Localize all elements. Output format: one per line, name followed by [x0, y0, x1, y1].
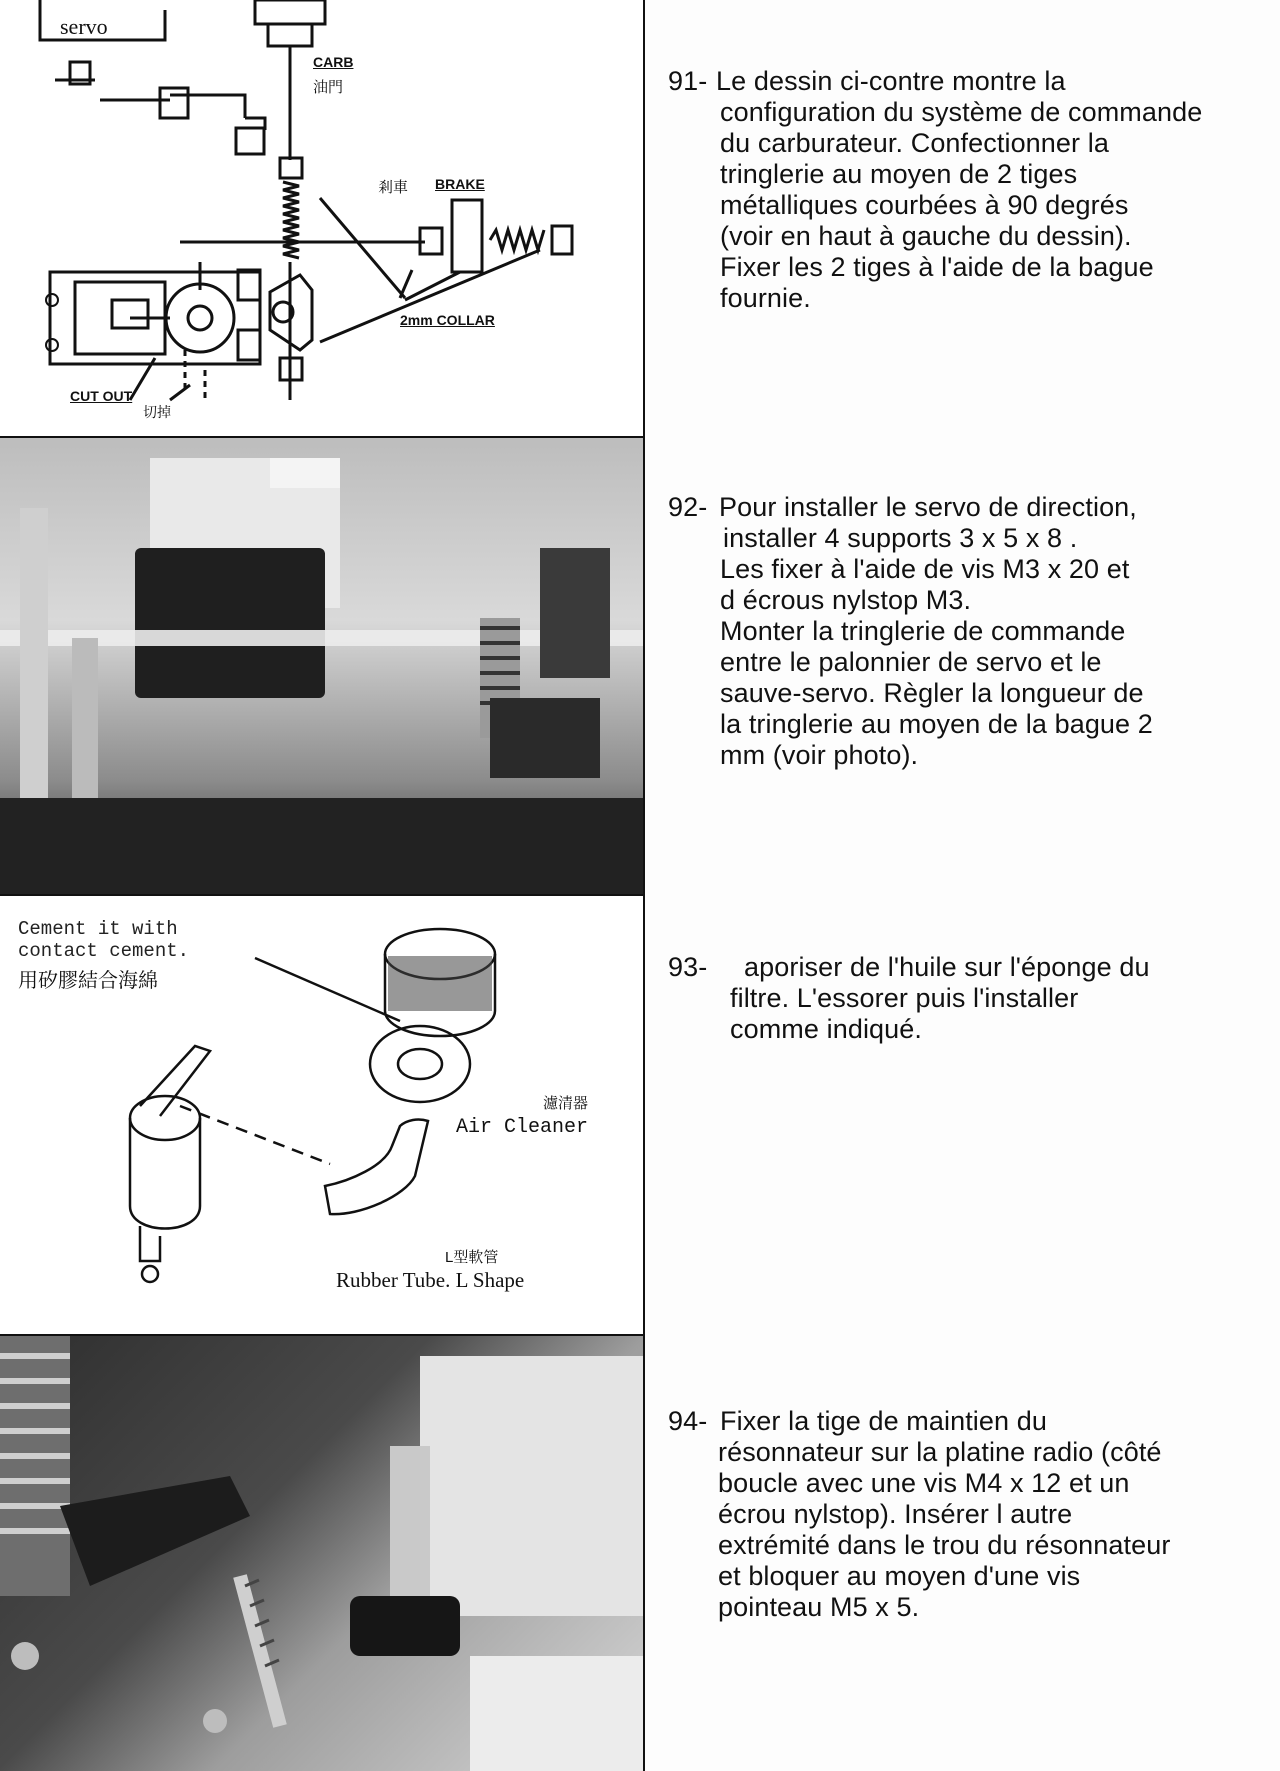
cement-line2: contact cement. [18, 940, 190, 962]
servo-label: servo [60, 14, 108, 39]
step-line: et bloquer au moyen d'une vis [718, 1561, 1081, 1591]
step-91 [668, 66, 1268, 314]
brake-label: BRAKE [435, 176, 485, 192]
collar-label: 2mm COLLAR [400, 312, 495, 328]
step-line: pointeau M5 x 5. [718, 1592, 920, 1622]
step-line: aporiser de l'huile sur l'éponge du [744, 952, 1150, 982]
air-cleaner-diagram [0, 896, 643, 1334]
cut-out-cn-label: 切掉 [143, 404, 171, 420]
step-number: 91- [668, 66, 708, 96]
step-line: extrémité dans le trou du résonnateur [718, 1530, 1171, 1560]
step-line: comme indiqué. [730, 1014, 922, 1044]
step-line: boucle avec une vis M4 x 12 et un [718, 1468, 1130, 1498]
step-line: Pour installer le servo de direction, [719, 492, 1137, 522]
resonator-photo-illustration [0, 1336, 643, 1771]
step-number: 94- [668, 1406, 708, 1436]
brake-cn-label: 剎車 [378, 179, 409, 196]
carb-linkage-diagram [0, 0, 643, 436]
step-94 [668, 1406, 1268, 1623]
carb-label: CARB [313, 54, 354, 70]
step-number: 93- [668, 952, 708, 982]
step-line: résonnateur sur la platine radio (côté [718, 1437, 1162, 1467]
carb-cn-label: 油門 [313, 79, 344, 96]
step-line: Fixer les 2 tiges à l'aide de la bague [720, 252, 1154, 282]
step-line: filtre. L'essorer puis l'installer [730, 983, 1079, 1013]
resonator-mount-photo [0, 1336, 643, 1771]
cement-cn: 用矽膠結合海綿 [18, 970, 158, 992]
step-line: tringlerie au moyen de 2 tiges [720, 159, 1078, 189]
tube-cn: L型軟管 [445, 1249, 499, 1266]
air-cleaner-label: Air Cleaner [456, 1116, 589, 1139]
step-line: Fixer la tige de maintien du [720, 1406, 1047, 1436]
step-line: entre le palonnier de servo et le [720, 647, 1102, 677]
step-line: d écrous nylstop M3. [720, 585, 972, 615]
tube-label: Rubber Tube. L Shape [336, 1268, 525, 1292]
air-cleaner-cn: 濾清器 [543, 1095, 589, 1112]
cut-out-label: CUT OUT [70, 388, 133, 404]
column-divider [643, 0, 645, 1771]
step-line: du carburateur. Confectionner la [720, 128, 1109, 158]
step-line: fournie. [720, 283, 811, 313]
step-line: Les fixer à l'aide de vis M3 x 20 et [720, 554, 1130, 584]
step-line: installer 4 supports 3 x 5 x 8 . [723, 523, 1078, 553]
step-line: (voir en haut à gauche du dessin). [720, 221, 1132, 251]
step-line: Le dessin ci-contre montre la [716, 66, 1066, 96]
step-line: écrou nylstop). Insérer l autre [718, 1499, 1073, 1529]
step-line: sauve-servo. Règler la longueur de [720, 678, 1144, 708]
servo-photo-illustration [0, 438, 643, 894]
step-line: la tringlerie au moyen de la bague 2 [720, 709, 1153, 739]
step-92 [668, 492, 1268, 771]
step-line: Monter la tringlerie de commande [720, 616, 1126, 646]
step-line: configuration du système de commande [720, 97, 1203, 127]
cement-line1: Cement it with [18, 918, 178, 940]
step-line: métalliques courbées à 90 degrés [720, 190, 1129, 220]
step-number: 92- [668, 492, 708, 522]
step-93 [668, 952, 1268, 1045]
step-line: mm (voir photo). [720, 740, 919, 770]
steering-servo-photo [0, 438, 643, 894]
